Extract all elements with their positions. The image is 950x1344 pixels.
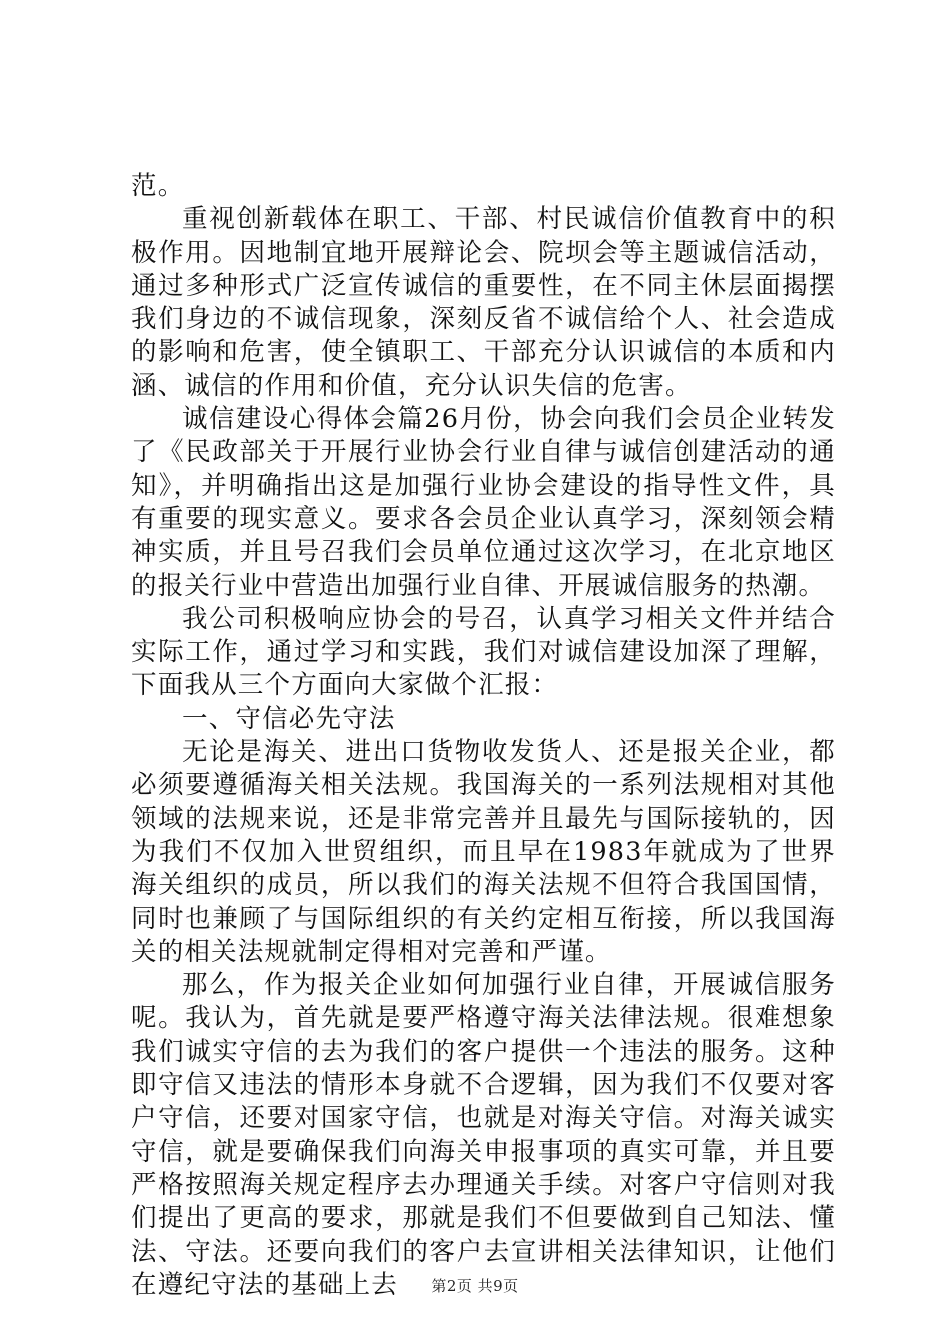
paragraph-customs-law: 无论是海关、进出口货物收发货人、还是报关企业，都必须要遵循海关相关法规。我国海关的一系列法规相对其他领域的法规来说，还是非常完善并且最先与国际接轨的，因为我们不仅加入世贸组织，而且早在1983年就成为了世界海关组织的成员，所以我们的海关法规不但符合我国国情，同时也兼顾了与国际组织的有关约定相互衔接，所以我国海关的相关法规就制定得相对完善和严谨。 (131, 737, 836, 967)
document-body (131, 170, 836, 1302)
paragraph-self-discipline: 那么，作为报关企业如何加强行业自律，开展诚信服务呢。我认为，首先就是要严格遵守海关法律法规。很难想象我们诚实守信的去为我们的客户提供一个违法的服务。这种即守信又违法的情形本身就不合逻辑，因为我们不仅要对客户守信，还要对国家守信，也就是对海关守信。对海关诚实守信，就是要确保我们向海关申报事项的真实可靠，并且要严格按照海关规定程序去办理通关手续。对客户守信则对我们提出了更高的要求，那就是我们不但要做到自己知法、懂法、守法。还要向我们的客户去宣讲相关法律知识，让他们在遵纪守法的基础上去 (131, 970, 836, 1300)
section-heading-keep-law: 一、守信必先守法 (182, 703, 396, 734)
paragraph-continuation: 范。 (131, 171, 185, 201)
paragraph-integrity-experience: 诚信建设心得体会篇26月份，协会向我们会员企业转发了《民政部关于开展行业协会行业自律与诚信创建活动的通知》，并明确指出这是加强行业协会建设的指导性文件，具有重要的现实意义。要求各会员企业认真学习，深刻领会精神实质，并且号召我们会员单位通过这次学习，在北京地区的报关行业中营造出加强行业自律、开展诚信服务的热潮。 (131, 404, 836, 601)
paragraph-innovation-carrier: 重视创新载体在职工、干部、村民诚信价值教育中的积极作用。因地制宜地开展辩论会、院坝会等主题诚信活动，通过多种形式广泛宣传诚信的重要性，在不同主休层面揭摆我们身边的不诚信现象，深刻反省不诚信给个人、社会造成的影响和危害，使全镇职工、干部充分认识诚信的本质和内涵、诚信的作用和价值，充分认识失信的危害。 (131, 204, 836, 401)
paragraph-company-response: 我公司积极响应协会的号召，认真学习相关文件并结合实际工作，通过学习和实践，我们对诚信建设加深了理解，下面我从三个方面向大家做个汇报： (131, 603, 836, 701)
page-number-footer: 第2页 共9页 (431, 1277, 519, 1295)
